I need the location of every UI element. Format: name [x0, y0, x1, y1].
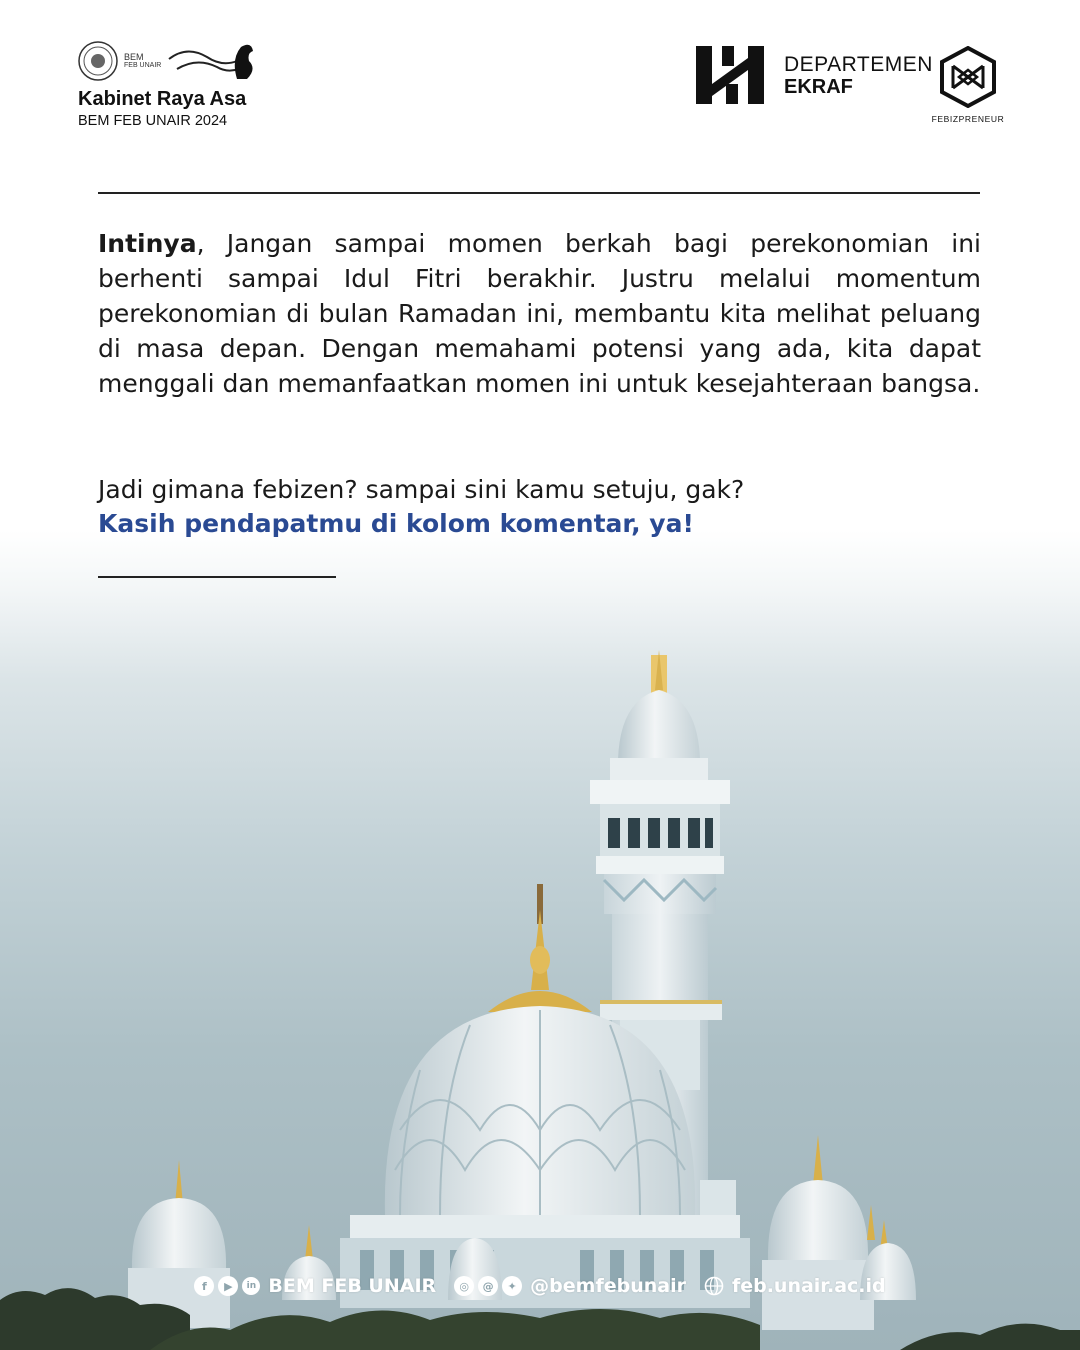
- threads-icon[interactable]: @: [478, 1276, 498, 1296]
- question-text: Jadi gimana febizen? sampai sini kamu setuju, gak?: [98, 475, 745, 504]
- department-name: [784, 54, 933, 97]
- brand-logos: [78, 38, 318, 84]
- ekraf-logo-icon: [696, 46, 764, 104]
- youtube-icon[interactable]: ▶: [218, 1276, 238, 1296]
- paragraph-text: , Jangan sampai momen berkah bagi perekonomian ini berhenti sampai Idul Fitri berakhir. Justru melalui momentum perekonomian di bulan Ramadan ini, membantu kita melihat peluang di masa depan. Dengan memahami potensi yang ada, kita dapat menggali dan memanfaatkan momen ini untuk kesejahteraan bangsa.: [98, 229, 981, 398]
- wing-bird-logo-icon: [167, 39, 257, 83]
- febizpreneur-block: [930, 46, 1006, 124]
- divider-bottom: [98, 576, 336, 578]
- brand-title: Kabinet Raya Asa: [78, 88, 247, 110]
- facebook-icon[interactable]: f: [194, 1276, 214, 1296]
- footer-website[interactable]: feb.unair.ac.id: [731, 1275, 886, 1297]
- brand-block: [78, 38, 318, 129]
- main-paragraph: [98, 226, 981, 401]
- lead-bold: Intinya: [98, 229, 197, 258]
- footer-handle[interactable]: @bemfebunair: [530, 1275, 686, 1297]
- globe-icon[interactable]: [704, 1276, 724, 1296]
- unair-seal-icon: [78, 41, 118, 81]
- footer-social-name[interactable]: BEM FEB UNAIR: [268, 1275, 437, 1297]
- footer-website-group[interactable]: [704, 1275, 886, 1297]
- divider-top: [98, 192, 980, 194]
- department-line2: EKRAF: [784, 75, 853, 98]
- department-block: [696, 46, 933, 104]
- cta-text: Kasih pendapatmu di kolom komentar, ya!: [98, 509, 694, 538]
- footer-handle-group[interactable]: [454, 1275, 686, 1297]
- linkedin-icon[interactable]: in: [242, 1277, 260, 1295]
- bem-logo-subtext: FEB UNAIR: [124, 62, 162, 69]
- footer-social-group[interactable]: [194, 1275, 436, 1297]
- instagram-icon[interactable]: ◎: [454, 1276, 474, 1296]
- bem-logo: [124, 53, 161, 69]
- bem-logo-text: BEM: [124, 52, 144, 62]
- department-line1: DEPARTEMEN: [784, 52, 933, 76]
- brand-subtitle: BEM FEB UNAIR 2024: [78, 113, 228, 129]
- febizpreneur-logo-icon: [939, 46, 997, 108]
- footer-bar: [0, 1269, 1080, 1303]
- febizpreneur-label: FEBIZPRENEUR: [931, 114, 1005, 124]
- twitter-icon[interactable]: ✦: [502, 1276, 522, 1296]
